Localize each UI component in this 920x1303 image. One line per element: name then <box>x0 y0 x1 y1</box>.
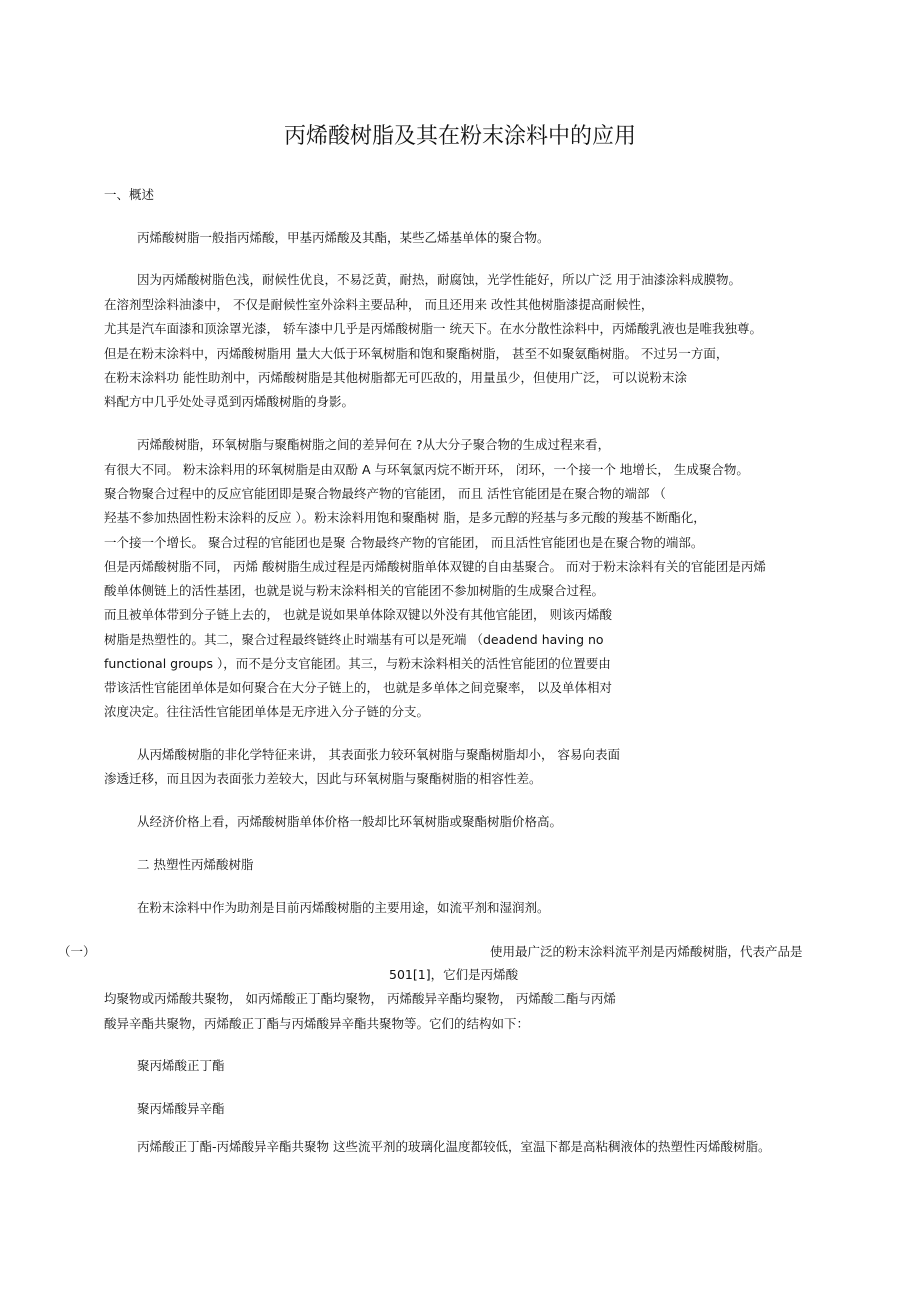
paragraph-line: 带该活性官能团单体是如何聚合在大分子链上的， 也就是多单体之间竞聚率， 以及单体相对 <box>104 680 612 695</box>
section-heading-overview: 一、概述 <box>104 187 155 202</box>
paragraph-definition: 丙烯酸树脂一般指丙烯酸，甲基丙烯酸及其酯，某些乙烯基单体的聚合物。 <box>137 230 550 245</box>
paragraph-line: 有很大不同。 粉末涂料用的环氧树脂是由双酚 A 与环氧氯丙烷不断开环， 闭环，一个接一个 地增长， 生成聚合物。 <box>104 462 749 477</box>
paragraph-line: 羟基不参加热固性粉末涂料的反应 ）。粉末涂料用饱和聚酯树 脂，是多元醇的羟基与多元酸的羧基不断酯化， <box>104 510 706 525</box>
paragraph-line: 树脂是热塑性的。其二，聚合过程最终链终止时端基有可以是死端 （deadend having no <box>104 632 604 647</box>
paragraph-line: 但是丙烯酸树脂不同， 丙烯 酸树脂生成过程是丙烯酸树脂单体双键的自由基聚合。 而对于粉末涂料有关的官能团是丙烯 <box>104 559 766 574</box>
paragraph-line: 从丙烯酸树脂的非化学特征来讲， 其表面张力较环氧树脂与聚酯树脂却小， 容易向表面 <box>137 747 620 762</box>
paragraph-line: 浓度决定。往往活性官能团单体是无序进入分子链的分支。 <box>104 704 430 719</box>
paragraph-line: 在粉末涂料功 能性助剂中，丙烯酸树脂是其他树脂都无可匹敌的，用量虽少，但使用广泛， 可以说粉末涂 <box>104 370 687 385</box>
paragraph-line: 一个接一个增长。 聚合过程的官能团也是聚 合物最终产物的官能团， 而且活性官能团也是在聚合物的端部。 <box>104 535 704 550</box>
subsection-marker: （一） <box>58 944 96 959</box>
paragraph-line: 在溶剂型涂料油漆中， 不仅是耐候性室外涂料主要品种， 而且还用来 改性其他树脂漆提高耐候性， <box>104 297 654 312</box>
subsection-product: 501[1]，它们是丙烯酸 <box>389 967 519 982</box>
section-heading-thermoplastic: 二 热塑性丙烯酸树脂 <box>137 857 254 872</box>
paragraph-line: 而且被单体带到分子链上去的， 也就是说如果单体除双键以外没有其他官能团， 则该丙烯酸 <box>104 607 612 622</box>
document-title: 丙烯酸树脂及其在粉末涂料中的应用 <box>283 124 636 149</box>
structure-label-octyl: 聚丙烯酸异辛酯 <box>137 1101 225 1116</box>
structure-label-butyl: 聚丙烯酸正丁酯 <box>137 1058 225 1073</box>
subsection-intro: 使用最广泛的粉末涂料流平剂是丙烯酸树脂，代表产品是 <box>490 944 803 959</box>
paragraph-price: 从经济价格上看，丙烯酸树脂单体价格一般却比环氧树脂或聚酯树脂价格高。 <box>137 814 563 829</box>
paragraph-line: 酸单体侧链上的活性基团，也就是说与粉末涂料相关的官能团不参加树脂的生成聚合过程。 <box>104 583 605 598</box>
paragraph-line: 因为丙烯酸树脂色浅，耐候性优良，不易泛黄，耐热，耐腐蚀，光学性能好，所以广泛 用于油漆涂料成膜物。 <box>137 272 741 287</box>
paragraph-line: 料配方中几乎处处寻觅到丙烯酸树脂的身影。 <box>104 394 355 409</box>
paragraph-additive-use: 在粉末涂料中作为助剂是目前丙烯酸树脂的主要用途，如流平剂和湿润剂。 <box>137 900 550 915</box>
paragraph-line: 聚合物聚合过程中的反应官能团即是聚合物最终产物的官能团， 而且 活性官能团是在聚合物的端部 （ <box>104 486 666 501</box>
paragraph-line: functional groups ），而不是分支官能团。其三，与粉末涂料相关的活性官能团的位置要由 <box>104 656 611 671</box>
paragraph-copolymer: 丙烯酸正丁酯-丙烯酸异辛酯共聚物 这些流平剂的玻璃化温度都较低，室温下都是高粘稠液体的热塑性丙烯酸树脂。 <box>137 1139 771 1154</box>
paragraph-line: 但是在粉末涂料中，丙烯酸树脂用 量大大低于环氧树脂和饱和聚酯树脂， 甚至不如聚氨酯树脂。 不过另一方面， <box>104 346 729 361</box>
paragraph-line: 渗透迁移，而且因为表面张力差较大，因此与环氧树脂与聚酯树脂的相容性差。 <box>104 771 542 786</box>
paragraph-line: 丙烯酸树脂，环氧树脂与聚酯树脂之间的差异何在 ?从大分子聚合物的生成过程来看， <box>137 437 611 452</box>
paragraph-line: 均聚物或丙烯酸共聚物， 如丙烯酸正丁酯均聚物， 丙烯酸异辛酯均聚物， 丙烯酸二酯与丙烯 <box>104 991 616 1006</box>
paragraph-line: 尤其是汽车面漆和顶涂罩光漆， 轿车漆中几乎是丙烯酸树脂一 统天下。在水分散性涂料中，丙烯酸乳液也是唯我独尊。 <box>104 321 762 336</box>
paragraph-line: 酸异辛酯共聚物，丙烯酸正丁酯与丙烯酸异辛酯共聚物等。它们的结构如下： <box>104 1016 530 1031</box>
